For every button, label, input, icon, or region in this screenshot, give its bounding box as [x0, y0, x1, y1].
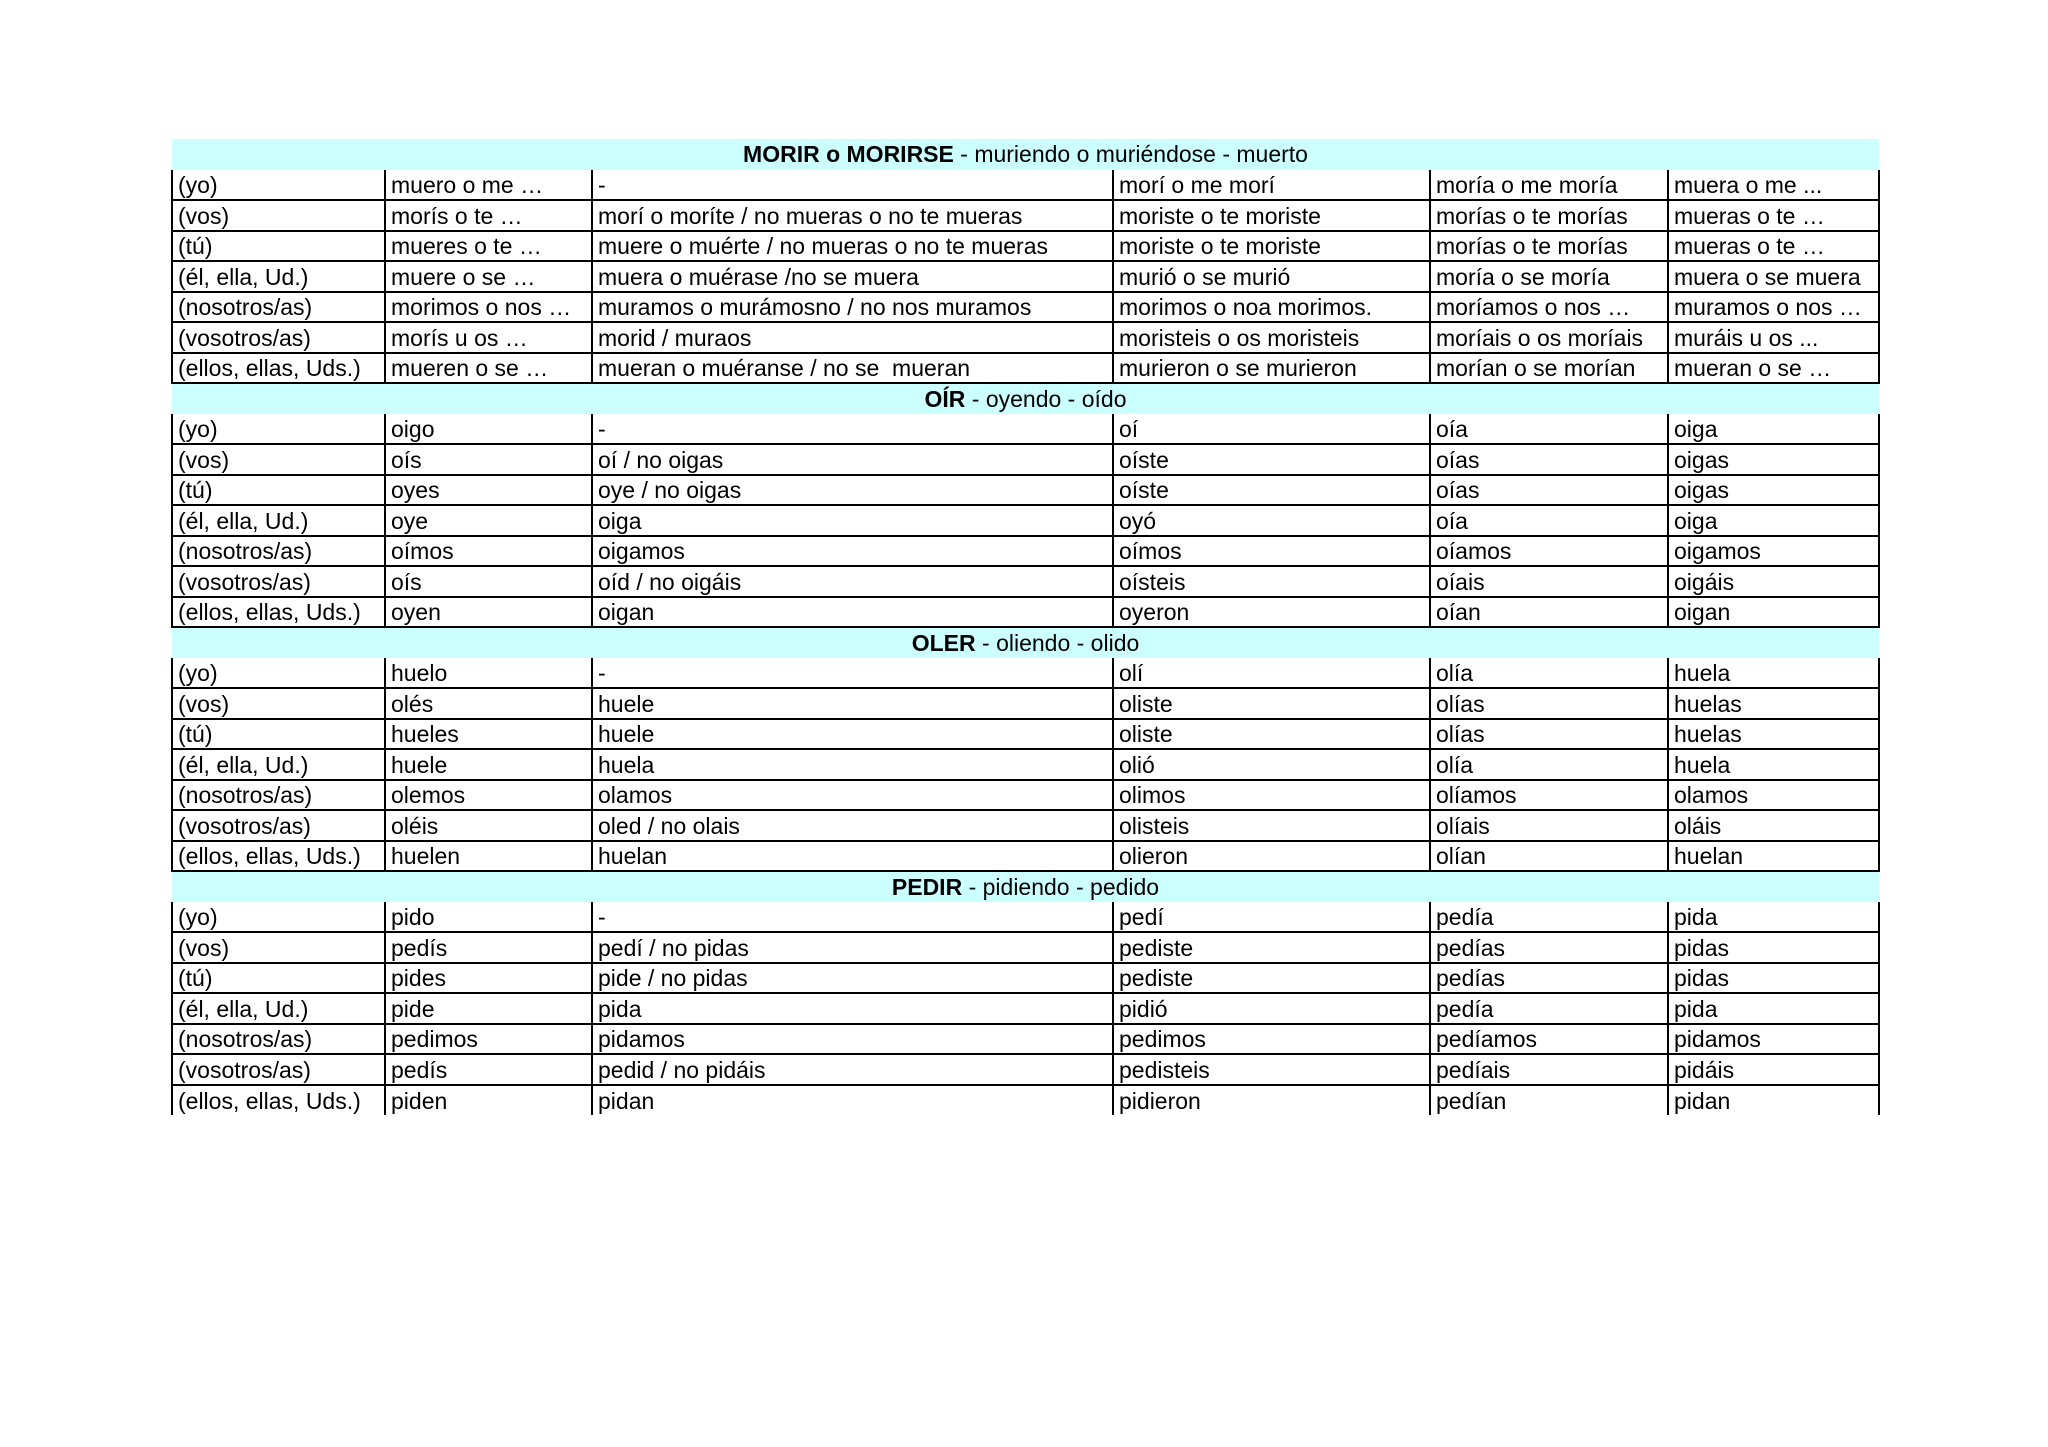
cell-present: oyes: [385, 475, 592, 506]
cell-person: (yo): [172, 658, 385, 689]
cell-preterite: oísteis: [1113, 566, 1430, 597]
cell-person: (ellos, ellas, Uds.): [172, 1085, 385, 1116]
cell-subjunctive: muera o me ...: [1668, 170, 1879, 201]
verb-header: [172, 627, 1879, 658]
cell-imperfect: olíais: [1430, 810, 1668, 841]
cell-preterite: moristeis o os moristeis: [1113, 322, 1430, 353]
cell-imperfect: oíamos: [1430, 536, 1668, 567]
conjugation-row: [172, 1024, 1879, 1055]
cell-imperfect: pedías: [1430, 932, 1668, 963]
verb-participles: - muriendo o muriéndose - muerto: [953, 141, 1308, 168]
conjugation-row: [172, 902, 1879, 933]
cell-preterite: olí: [1113, 658, 1430, 689]
verb-participles: - oliendo - olido: [975, 629, 1140, 656]
cell-present: huelo: [385, 658, 592, 689]
conjugation-row: [172, 322, 1879, 353]
cell-person: (tú): [172, 475, 385, 506]
cell-present: olés: [385, 688, 592, 719]
conjugation-row: [172, 749, 1879, 780]
cell-imperative: muere o muérte / no mueras o no te mueras: [592, 231, 1113, 262]
cell-subjunctive: huela: [1668, 749, 1879, 780]
conjugation-table-body: [172, 139, 1879, 1115]
cell-preterite: oliste: [1113, 688, 1430, 719]
conjugation-row: [172, 658, 1879, 689]
cell-imperfect: moríamos o nos …: [1430, 292, 1668, 323]
cell-present: oléis: [385, 810, 592, 841]
verb-header-row: [172, 383, 1879, 414]
conjugation-row: [172, 932, 1879, 963]
cell-present: pedís: [385, 932, 592, 963]
cell-subjunctive: mueran o se …: [1668, 353, 1879, 384]
cell-person: (ellos, ellas, Uds.): [172, 841, 385, 872]
verb-header-row: [172, 627, 1879, 658]
cell-imperative: olamos: [592, 780, 1113, 811]
verb-infinitive: PEDIR: [891, 873, 963, 900]
cell-present: muere o se …: [385, 261, 592, 292]
cell-preterite: olimos: [1113, 780, 1430, 811]
cell-preterite: oíste: [1113, 475, 1430, 506]
cell-present: mueren o se …: [385, 353, 592, 384]
cell-imperfect: morías o te morías: [1430, 200, 1668, 231]
cell-person: (vosotros/as): [172, 322, 385, 353]
cell-imperfect: pedíais: [1430, 1054, 1668, 1085]
cell-imperative: pidan: [592, 1085, 1113, 1116]
cell-subjunctive: oigamos: [1668, 536, 1879, 567]
cell-present: oímos: [385, 536, 592, 567]
cell-imperfect: olían: [1430, 841, 1668, 872]
cell-preterite: pediste: [1113, 963, 1430, 994]
cell-imperative: muramos o murámosno / no nos muramos: [592, 292, 1113, 323]
cell-imperative: pide / no pidas: [592, 963, 1113, 994]
cell-imperfect: oían: [1430, 597, 1668, 628]
cell-imperfect: moría o se moría: [1430, 261, 1668, 292]
cell-person: (nosotros/as): [172, 1024, 385, 1055]
cell-person: (ellos, ellas, Uds.): [172, 597, 385, 628]
cell-imperative: -: [592, 902, 1113, 933]
conjugation-row: [172, 536, 1879, 567]
cell-present: oyen: [385, 597, 592, 628]
cell-present: olemos: [385, 780, 592, 811]
cell-present: oye: [385, 505, 592, 536]
cell-imperative: huelan: [592, 841, 1113, 872]
cell-present: pido: [385, 902, 592, 933]
conjugation-row: [172, 688, 1879, 719]
cell-imperfect: morías o te morías: [1430, 231, 1668, 262]
cell-imperfect: oía: [1430, 414, 1668, 445]
conjugation-row: [172, 780, 1879, 811]
cell-person: (vos): [172, 200, 385, 231]
cell-person: (vosotros/as): [172, 1054, 385, 1085]
cell-present: pedimos: [385, 1024, 592, 1055]
cell-preterite: pidió: [1113, 993, 1430, 1024]
cell-person: (yo): [172, 902, 385, 933]
cell-preterite: morimos o noa morimos.: [1113, 292, 1430, 323]
cell-preterite: oímos: [1113, 536, 1430, 567]
cell-person: (él, ella, Ud.): [172, 505, 385, 536]
cell-imperfect: oías: [1430, 444, 1668, 475]
cell-person: (vos): [172, 688, 385, 719]
cell-preterite: murieron o se murieron: [1113, 353, 1430, 384]
cell-person: (nosotros/as): [172, 536, 385, 567]
cell-imperative: -: [592, 170, 1113, 201]
cell-preterite: moriste o te moriste: [1113, 200, 1430, 231]
cell-person: (nosotros/as): [172, 292, 385, 323]
cell-preterite: murió o se murió: [1113, 261, 1430, 292]
cell-subjunctive: huelan: [1668, 841, 1879, 872]
cell-imperfect: olíamos: [1430, 780, 1668, 811]
cell-imperative: huela: [592, 749, 1113, 780]
cell-subjunctive: mueras o te …: [1668, 200, 1879, 231]
cell-subjunctive: oigáis: [1668, 566, 1879, 597]
cell-present: pide: [385, 993, 592, 1024]
cell-subjunctive: olamos: [1668, 780, 1879, 811]
cell-imperfect: moría o me moría: [1430, 170, 1668, 201]
cell-present: pedís: [385, 1054, 592, 1085]
cell-present: muero o me …: [385, 170, 592, 201]
verb-header-row: [172, 871, 1879, 902]
verb-header: [172, 139, 1879, 170]
conjugation-row: [172, 505, 1879, 536]
cell-subjunctive: pidamos: [1668, 1024, 1879, 1055]
cell-person: (vos): [172, 444, 385, 475]
verb-infinitive: MORIR o MORIRSE: [743, 141, 954, 168]
cell-imperfect: pedías: [1430, 963, 1668, 994]
cell-present: huele: [385, 749, 592, 780]
cell-imperative: mueran o muéranse / no se mueran: [592, 353, 1113, 384]
cell-person: (ellos, ellas, Uds.): [172, 353, 385, 384]
cell-person: (él, ella, Ud.): [172, 749, 385, 780]
cell-subjunctive: oigas: [1668, 444, 1879, 475]
cell-preterite: olisteis: [1113, 810, 1430, 841]
conjugation-row: [172, 170, 1879, 201]
conjugation-row: [172, 1054, 1879, 1085]
cell-subjunctive: oigas: [1668, 475, 1879, 506]
cell-imperfect: oías: [1430, 475, 1668, 506]
conjugation-row: [172, 353, 1879, 384]
cell-imperfect: pedíamos: [1430, 1024, 1668, 1055]
verb-participles: - pidiendo - pedido: [962, 873, 1160, 900]
cell-subjunctive: pidáis: [1668, 1054, 1879, 1085]
cell-imperfect: olías: [1430, 688, 1668, 719]
cell-person: (yo): [172, 170, 385, 201]
cell-person: (tú): [172, 231, 385, 262]
conjugation-table: [171, 139, 1880, 1115]
cell-imperative: -: [592, 658, 1113, 689]
cell-present: morís u os …: [385, 322, 592, 353]
cell-imperative: oiga: [592, 505, 1113, 536]
conjugation-row: [172, 292, 1879, 323]
cell-imperative: huele: [592, 688, 1113, 719]
cell-present: mueres o te …: [385, 231, 592, 262]
cell-preterite: pedí: [1113, 902, 1430, 933]
cell-subjunctive: mueras o te …: [1668, 231, 1879, 262]
verb-header: [172, 383, 1879, 414]
cell-subjunctive: huela: [1668, 658, 1879, 689]
conjugation-row: [172, 597, 1879, 628]
verb-header-row: [172, 139, 1879, 170]
verb-participles: - oyendo - oído: [965, 385, 1127, 412]
cell-preterite: oyó: [1113, 505, 1430, 536]
cell-present: oigo: [385, 414, 592, 445]
verb-header: [172, 871, 1879, 902]
cell-imperfect: oía: [1430, 505, 1668, 536]
conjugation-row: [172, 444, 1879, 475]
cell-imperfect: olías: [1430, 719, 1668, 750]
cell-present: oís: [385, 566, 592, 597]
cell-imperative: oíd / no oigáis: [592, 566, 1113, 597]
cell-preterite: oliste: [1113, 719, 1430, 750]
cell-imperative: oye / no oigas: [592, 475, 1113, 506]
cell-subjunctive: oiga: [1668, 414, 1879, 445]
cell-subjunctive: oiga: [1668, 505, 1879, 536]
cell-person: (vosotros/as): [172, 810, 385, 841]
cell-imperfect: pedía: [1430, 993, 1668, 1024]
cell-subjunctive: muráis u os ...: [1668, 322, 1879, 353]
cell-imperfect: pedía: [1430, 902, 1668, 933]
conjugation-row: [172, 963, 1879, 994]
cell-person: (nosotros/as): [172, 780, 385, 811]
conjugation-row: [172, 810, 1879, 841]
cell-preterite: oíste: [1113, 444, 1430, 475]
cell-subjunctive: pidan: [1668, 1085, 1879, 1116]
cell-person: (él, ella, Ud.): [172, 261, 385, 292]
cell-imperative: huele: [592, 719, 1113, 750]
conjugation-row: [172, 231, 1879, 262]
cell-subjunctive: muramos o nos …: [1668, 292, 1879, 323]
cell-imperfect: pedían: [1430, 1085, 1668, 1116]
cell-subjunctive: pidas: [1668, 932, 1879, 963]
conjugation-row: [172, 200, 1879, 231]
cell-imperative: oigamos: [592, 536, 1113, 567]
cell-present: morís o te …: [385, 200, 592, 231]
cell-imperfect: oíais: [1430, 566, 1668, 597]
cell-preterite: oyeron: [1113, 597, 1430, 628]
conjugation-row: [172, 475, 1879, 506]
conjugation-sheet: [171, 139, 1878, 1115]
cell-subjunctive: huelas: [1668, 688, 1879, 719]
cell-preterite: olió: [1113, 749, 1430, 780]
cell-imperative: pedí / no pidas: [592, 932, 1113, 963]
cell-subjunctive: oigan: [1668, 597, 1879, 628]
cell-imperfect: olía: [1430, 658, 1668, 689]
cell-preterite: morí o me morí: [1113, 170, 1430, 201]
cell-preterite: oí: [1113, 414, 1430, 445]
conjugation-row: [172, 719, 1879, 750]
cell-present: morimos o nos …: [385, 292, 592, 323]
cell-present: huelen: [385, 841, 592, 872]
cell-preterite: pediste: [1113, 932, 1430, 963]
cell-imperative: morid / muraos: [592, 322, 1113, 353]
cell-preterite: pidieron: [1113, 1085, 1430, 1116]
cell-imperfect: moríais o os moríais: [1430, 322, 1668, 353]
cell-present: oís: [385, 444, 592, 475]
cell-subjunctive: oláis: [1668, 810, 1879, 841]
cell-subjunctive: pida: [1668, 993, 1879, 1024]
cell-subjunctive: pida: [1668, 902, 1879, 933]
cell-imperative: pida: [592, 993, 1113, 1024]
cell-subjunctive: huelas: [1668, 719, 1879, 750]
conjugation-row: [172, 1085, 1879, 1116]
cell-imperfect: olía: [1430, 749, 1668, 780]
conjugation-row: [172, 993, 1879, 1024]
cell-imperfect: morían o se morían: [1430, 353, 1668, 384]
cell-preterite: pedimos: [1113, 1024, 1430, 1055]
cell-present: hueles: [385, 719, 592, 750]
cell-person: (tú): [172, 719, 385, 750]
cell-person: (yo): [172, 414, 385, 445]
cell-person: (vosotros/as): [172, 566, 385, 597]
cell-imperative: oigan: [592, 597, 1113, 628]
cell-imperative: morí o moríte / no mueras o no te mueras: [592, 200, 1113, 231]
cell-present: piden: [385, 1085, 592, 1116]
cell-person: (él, ella, Ud.): [172, 993, 385, 1024]
cell-subjunctive: muera o se muera: [1668, 261, 1879, 292]
cell-present: pides: [385, 963, 592, 994]
cell-imperative: -: [592, 414, 1113, 445]
cell-imperative: muera o muérase /no se muera: [592, 261, 1113, 292]
cell-preterite: moriste o te moriste: [1113, 231, 1430, 262]
cell-preterite: pedisteis: [1113, 1054, 1430, 1085]
cell-imperative: pedid / no pidáis: [592, 1054, 1113, 1085]
cell-subjunctive: pidas: [1668, 963, 1879, 994]
cell-person: (vos): [172, 932, 385, 963]
cell-preterite: olieron: [1113, 841, 1430, 872]
conjugation-row: [172, 261, 1879, 292]
cell-imperative: oled / no olais: [592, 810, 1113, 841]
conjugation-row: [172, 841, 1879, 872]
cell-imperative: oí / no oigas: [592, 444, 1113, 475]
verb-infinitive: OLER: [911, 629, 976, 656]
cell-imperative: pidamos: [592, 1024, 1113, 1055]
cell-person: (tú): [172, 963, 385, 994]
verb-infinitive: OÍR: [924, 385, 966, 412]
conjugation-row: [172, 566, 1879, 597]
conjugation-row: [172, 414, 1879, 445]
